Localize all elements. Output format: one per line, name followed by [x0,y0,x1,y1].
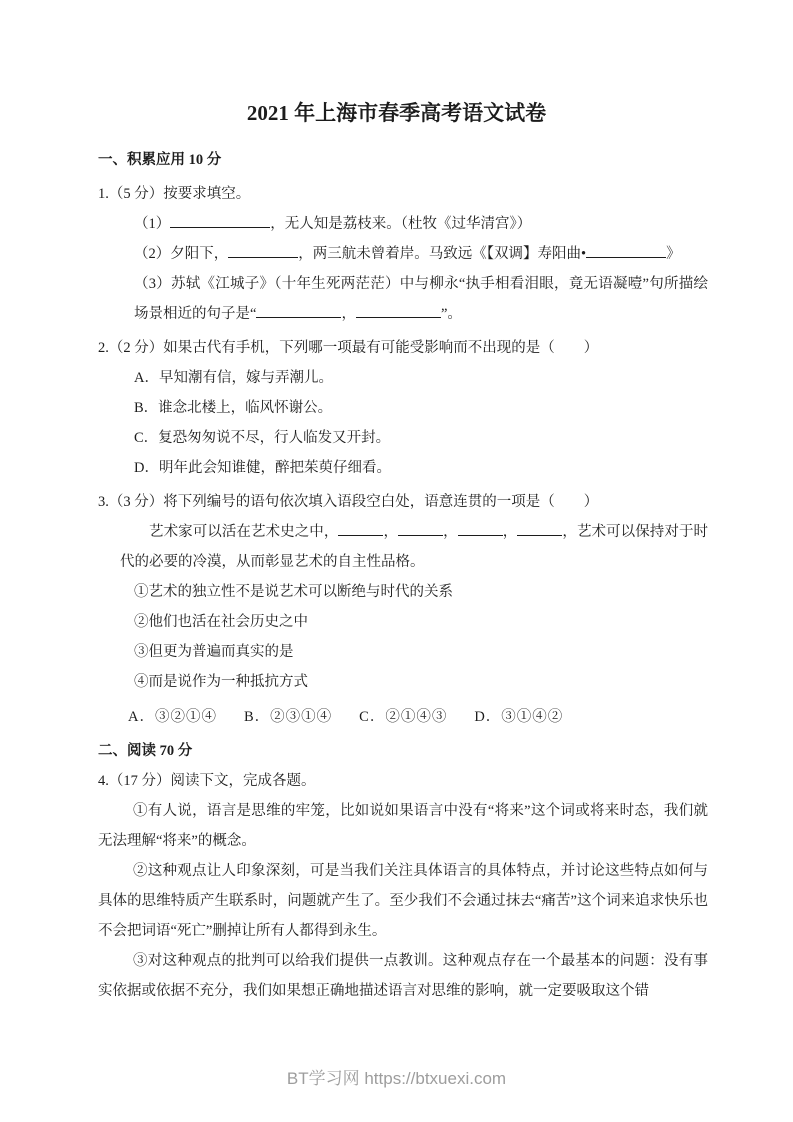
q1-item3-text-mid: ， [341,306,356,322]
q1-item3-text-post: ”。 [440,306,462,322]
q1-item-3 [134,269,708,329]
q3-phrase-2: ②他们也活在社会历史之中 [134,614,308,630]
exam-body [98,145,708,1006]
q3-passage-text-post: ，艺术可以保持对于时代的必要的冷漠，从而彰显艺术的自主性品格。 [120,524,709,570]
q3-choice-d: D．③①④② [474,709,564,725]
page-title: 2021 年上海市春季高考语文试卷 [246,101,547,125]
q1-item2-blank-1 [228,244,298,258]
q1-item2-text-mid: ，两三航未曾着岸。马致远《【双调】寿阳曲• [298,246,587,262]
q1-stem: 1.（5 分）按要求填空。 [98,186,251,202]
q3-choices-row [128,702,708,732]
q1-item-1 [134,209,708,239]
q3-choice-c: C．②①④③ [359,709,448,725]
q3-passage-text-pre: 艺术家可以活在艺术史之中， [149,524,339,540]
q1-item2-text-post: 》 [666,246,681,262]
q1-item1-text-post: ，无人知是荔枝来。（杜牧《过华清宫》） [270,216,532,232]
q1-item1-blank [170,214,270,228]
q1-item3-blank-2 [356,304,441,318]
q4-paragraph-3: ③对这种观点的批判可以给我们提供一点教训。这种观点存在一个最基本的问题：没有事实依据或依据不充分，我们如果想正确地描述语言对思维的影响，就一定要吸取这个错 [98,953,708,999]
q3-phrase-3: ③但更为普遍而真实的是 [134,644,294,660]
q4-stem: 4.（17 分）阅读下文，完成各题。 [98,773,316,789]
section2-heading: 二、阅读 70 分 [98,743,193,759]
q3-phrase-1: ①艺术的独立性不是说艺术可以断绝与时代的关系 [134,584,453,600]
section1-heading: 一、积累应用 10 分 [98,152,222,168]
q1-item3-text-pre: （3）苏轼《江城子》（十年生死两茫茫）中与柳永“执手相看泪眼，竟无语凝噎”句所描绘场景相近的句子是“ [134,276,708,322]
q4-paragraph-1: ①有人说，语言是思维的牢笼，比如说如果语言中没有“将来”这个词或将来时态，我们就无法理解“将来”的概念。 [98,803,708,849]
q1-item2-text-pre: （2）夕阳下， [134,246,229,262]
q3-passage-blank-3 [458,522,503,536]
q2-option-b: B．谁念北楼上，临风怀谢公。 [134,400,333,416]
q1-item-2 [134,239,708,269]
q3-stem: 3.（3 分）将下列编号的语句依次填入语段空白处，语意连贯的一项是（ ） [98,494,599,510]
q3-passage [120,517,708,577]
q1-item1-text-pre: （1） [134,216,171,232]
q3-choice-b: B．②③①④ [243,709,333,725]
q2-option-a: A．早知潮有信，嫁与弄潮儿。 [134,370,333,386]
q3-passage-sep-3: ， [502,524,518,540]
q3-passage-blank-1 [338,522,383,536]
q3-passage-sep-2: ， [443,524,458,540]
q3-passage-blank-4 [517,522,562,536]
q1-item2-blank-2 [586,244,666,258]
q3-choice-a: A．③②①④ [128,709,217,725]
q3-phrase-4: ④而是说作为一种抵抗方式 [134,674,308,690]
q2-stem: 2.（2 分）如果古代有手机，下列哪一项最有可能受影响而不出现的是（ ） [98,340,599,356]
q1-item3-blank-1 [256,304,341,318]
q4-paragraph-2: ②这种观点让人印象深刻，可是当我们关注具体语言的具体特点，并讨论这些特点如何与具体的思维特质产生联系时，问题就产生了。至少我们不会通过抹去“痛苦”这个词来追求快乐也不会把词语“死亡”删掉让所有人都得到永生。 [98,863,708,939]
q2-option-c: C．复恐匆匆说不尽，行人临发又开封。 [134,430,391,446]
q3-passage-sep-1: ， [383,524,399,540]
watermark-text: BT学习网 https://btxuexi.com [286,1069,507,1088]
q3-passage-blank-2 [398,522,443,536]
q2-option-d: D．明年此会知谁健，醉把茱萸仔细看。 [134,460,391,476]
